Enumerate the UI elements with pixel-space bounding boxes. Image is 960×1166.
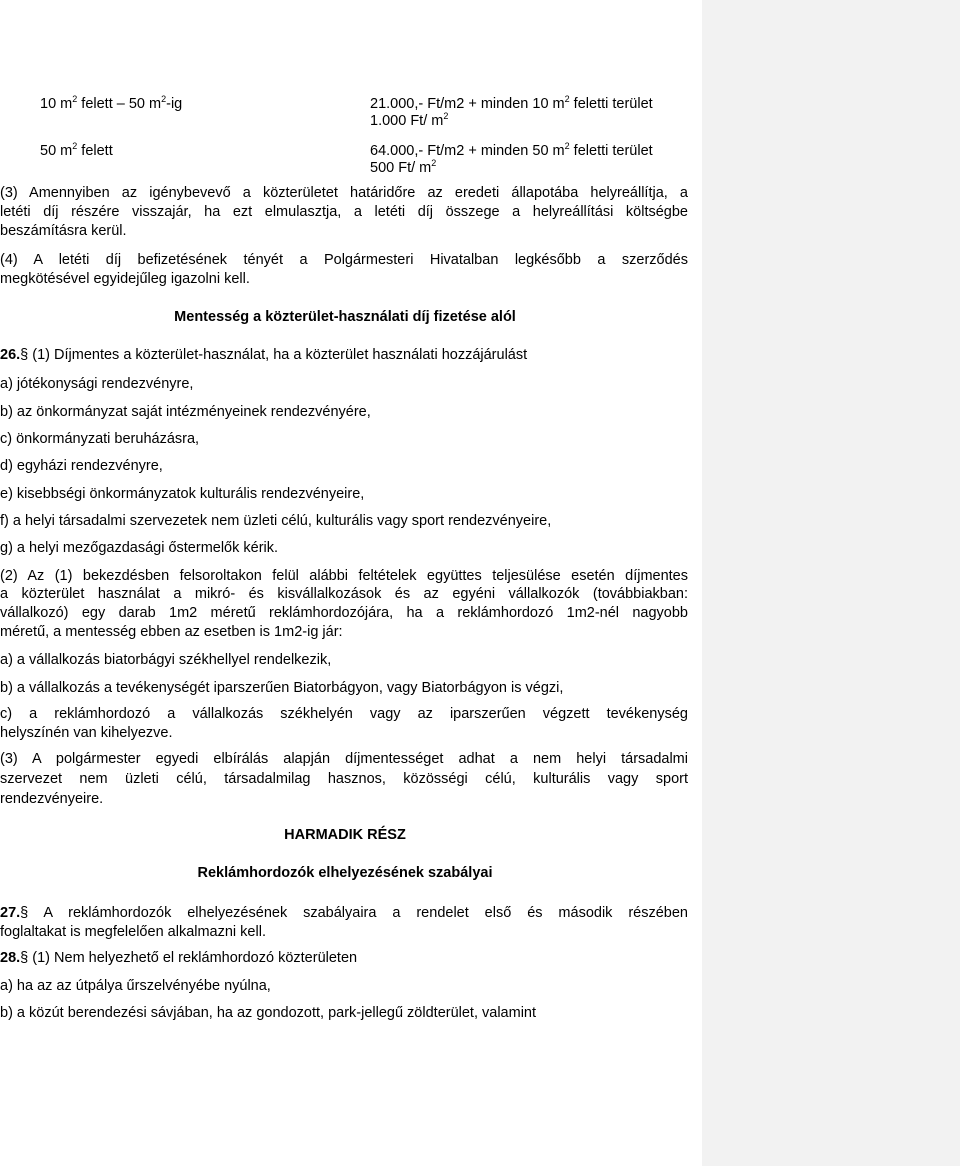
s26-para3-line-1: (3) A polgármester egyedi elbírálás alapján díjmentességet adhat a nem helyi társadalmi [0, 751, 688, 767]
para4-line-1: (4) A letéti díj befizetésének tényét a Polgármesteri Hivatalban legkésőbb a szerződés [0, 252, 688, 268]
s26-para2-line-3: vállalkozó) egy darab 1m2 méretű reklámhordozójára, ha a reklámhordozó 1m2-nél nagyobb [0, 605, 688, 621]
heading-part-three: HARMADIK RÉSZ [284, 827, 406, 843]
section-26-intro: 26.§ (1) Díjmentes a közterület-használat, ha a közterület használati hozzájárulást [0, 347, 528, 363]
s26-para2-item-c-line-1: c) a reklámhordozó a vállalkozás székhelyén vagy az iparszerűen végzett tevékenység [0, 706, 688, 722]
heading-exemption: Mentesség a közterület-használati díj fizetése alól [174, 309, 516, 325]
comment-margin-area [702, 0, 960, 1166]
section-sign-icon: § [20, 950, 29, 966]
fee-amount-2-line2: 500 Ft/ $m^2$ [370, 158, 437, 176]
s26-item-g: g) a helyi mezőgazdasági őstermelők kérik. [0, 540, 279, 556]
section-27-line-1: 27.§ A reklámhordozók elhelyezésének szabályaira a rendelet első és második részében [0, 905, 688, 921]
section-27-line-2: foglaltakat is megfelelően alkalmazni kell. [0, 924, 266, 940]
s26-para2-line-4: méretű, a mentesség ebben az esetben is 1m2-ig jár: [0, 624, 343, 640]
section-sign-icon: § [20, 347, 29, 363]
s28-item-a: a) ha az az útpálya űrszelvényébe nyúlna, [0, 978, 271, 994]
s26-item-d: d) egyházi rendezvényre, [0, 458, 163, 474]
fee-amount-1-line1: 21.000,- Ft/m2 + minden 10 $m^2$ feletti terület [370, 94, 653, 112]
para3-line-1: (3) Amennyiben az igénybevevő a közterületet határidőre az eredeti állapotába helyreállítja, a [0, 185, 688, 201]
section-28-intro: 28.§ (1) Nem helyezhető el reklámhordozó közterületen [0, 950, 358, 966]
s26-item-a: a) jótékonysági rendezvényre, [0, 376, 194, 392]
fee-range-2: 50 $m^2$ felett [40, 141, 113, 159]
heading-advertising-rules: Reklámhordozók elhelyezésének szabályai [197, 865, 493, 881]
para3-line-3: beszámításra kerül. [0, 223, 127, 239]
fee-amount-1-line2: 1.000 Ft/ $m^2$ [370, 111, 449, 129]
s26-para3-line-3: rendezvényeire. [0, 791, 104, 807]
s26-item-c: c) önkormányzati beruházásra, [0, 431, 200, 447]
s26-para2-line-1: (2) Az (1) bekezdésben felsoroltakon felül alábbi feltételek együttes teljesülése esetén díjmentes [0, 568, 688, 584]
fee-amount-2-line1: 64.000,- Ft/m2 + minden 50 $m^2$ feletti terület [370, 141, 653, 159]
s28-item-b: b) a közút berendezési sávjában, ha az gondozott, park-jellegű zöldterület, valamint [0, 1005, 537, 1021]
s26-item-f: f) a helyi társadalmi szervezetek nem üzleti célú, kulturális vagy sport rendezvényeire, [0, 513, 552, 529]
s26-item-e: e) kisebbségi önkormányzatok kulturális rendezvényeire, [0, 486, 365, 502]
s26-para2-item-c-line-2: helyszínén van kihelyezve. [0, 725, 173, 741]
section-sign-icon: § [20, 905, 29, 921]
s26-para3-line-2: szervezet nem üzleti célú, társadalmilag hasznos, közösségi célú, kulturális vagy sport [0, 771, 688, 787]
para4-line-2: megkötésével egyidejűleg igazolni kell. [0, 271, 250, 287]
s26-para2-item-b: b) a vállalkozás a tevékenységét iparszerűen Biatorbágyon, vagy Biatorbágyon is végzi, [0, 680, 564, 696]
fee-range-1: 10 $m^2$ felett – 50 $m^2-ig$ [40, 94, 183, 112]
para3-line-2: letéti díj részére visszajár, ha ezt elmulasztja, a letéti díj összege a helyreállítási költségbe [0, 204, 688, 220]
s26-para2-item-a: a) a vállalkozás biatorbágyi székhellyel rendelkezik, [0, 652, 332, 668]
s26-item-b: b) az önkormányzat saját intézményeinek rendezvényére, [0, 404, 371, 420]
s26-para2-line-2: a közterület használat a mikró- és kisvállalkozások és az egyéni vállalkozók (továbbiakban: [0, 586, 688, 602]
